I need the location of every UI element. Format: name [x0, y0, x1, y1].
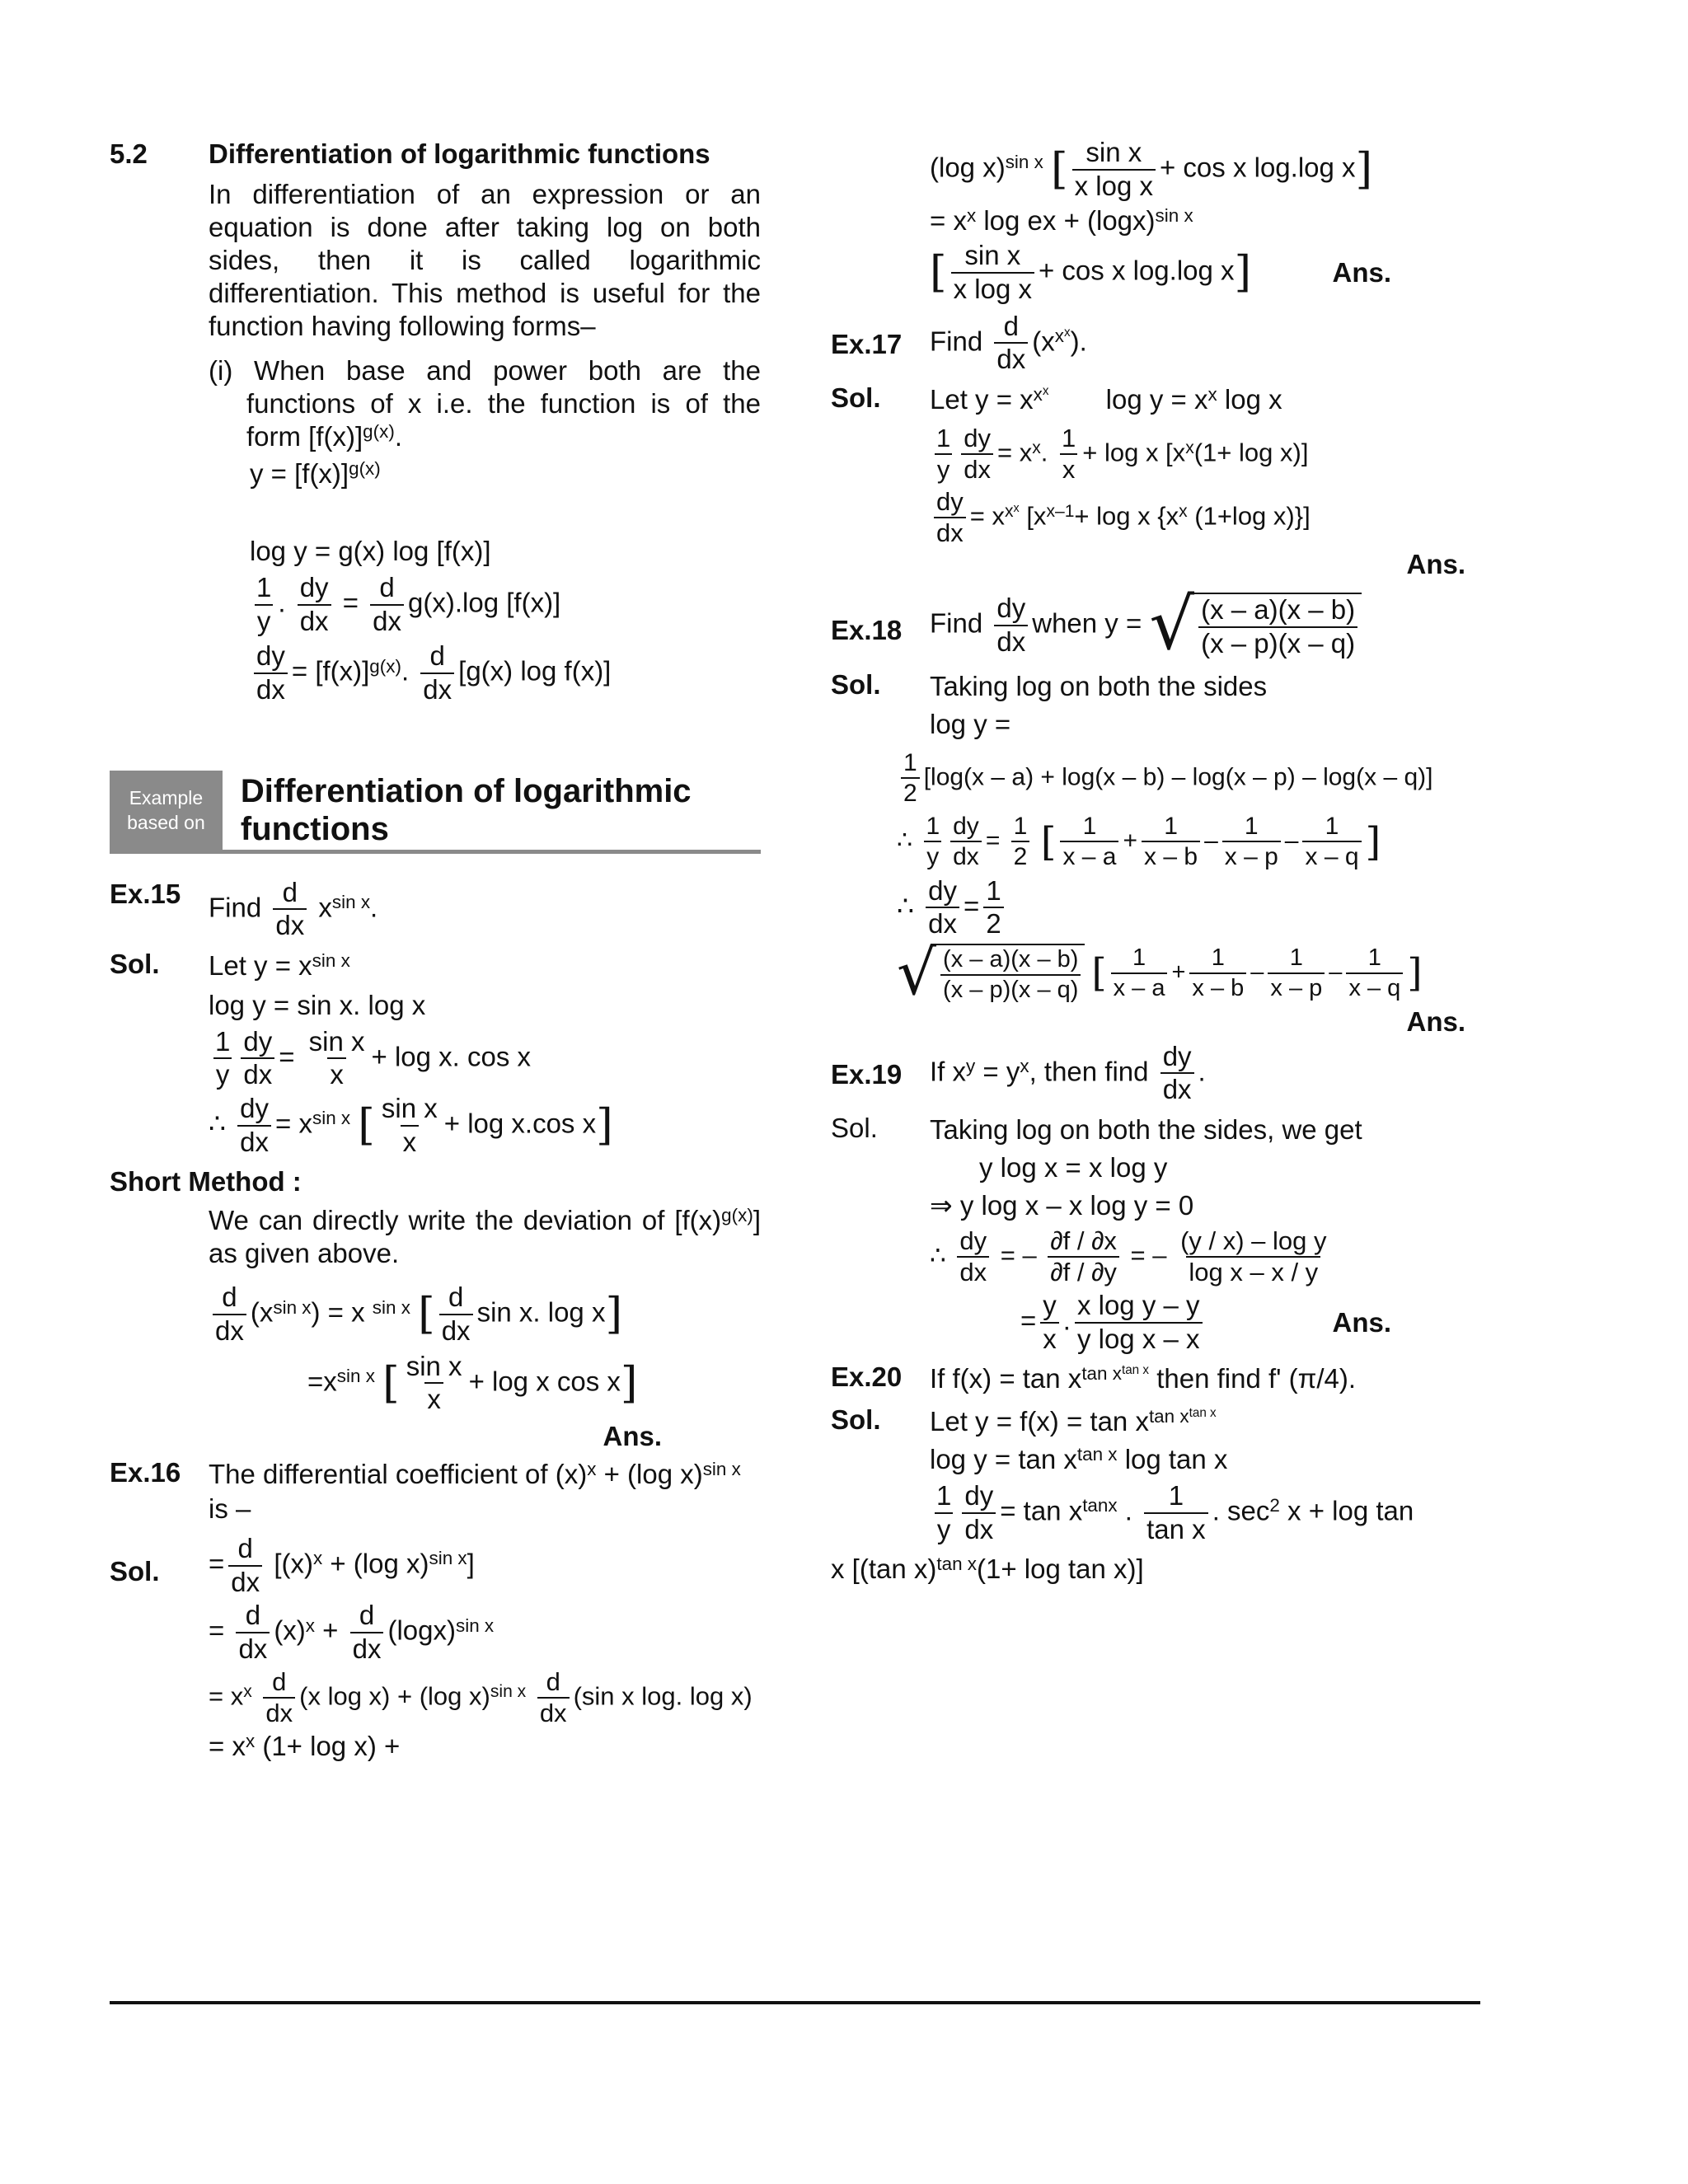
ex18-ans: Ans. [1406, 1005, 1465, 1037]
equation-4: $\frac{dy}{dx}$ = $[f(x)]^{g(x)}$. $\frac{d}{dx}$ [g(x) log f(x)] [250, 642, 761, 704]
equation-3: $\frac{1}{y}$ . $\frac{dy}{dx}$ = $\frac{d}{dx}$ g(x).log [f(x)] [250, 574, 761, 635]
ex17-solution: Sol. Let $y = x^{x^x}$ $\log y = x^x$ log x $\frac{1}{y}$ $\frac{dy}{dx}$ = $x^x$. $\frac{1}{x}$ + log x $[x^x(1+ \log x)]$ $\frac{dy}{dx}$ = $x^{x^x}$ [$x^{x-1}+ \log x$ {$x^x$ (1+log x)}] Ans. [831, 382, 1465, 580]
left-column [110, 138, 761, 1772]
equation-2: log y = g(x) log [f(x)] [250, 536, 491, 566]
short-method-eq2: $=x^{sin x}$ [ $\frac{\text{sin x}}{x}$ + log x cos x] [307, 1350, 638, 1415]
ex19-question: Ex.19 If $x^y = y^x$, then find $\frac{dy}{dx}$ . [831, 1040, 1206, 1105]
ex18-step3: $\frac{1}{2}$ [log(x – a) + log(x – b) – log(x – p) – log(x – q)] [897, 750, 1490, 807]
ex18-step4: ∴ $\frac{1}{y}$ $\frac{dy}{dx}$ = $\frac{1}{2}$ [ $\frac{1}{x - a}$ + $\frac{1}{x - b}$ – $\frac{1}{x - p}$ – $\frac{1}{x - q}$ ] [897, 812, 1381, 871]
ex18-step5: ∴ $\frac{dy}{dx}$ = $\frac{1}{2}$ [897, 877, 1490, 939]
short-method-text: We can directly write the deviation of $[f(x)^{g(x)}]$ as given above. [209, 1205, 761, 1269]
section-heading [110, 138, 761, 170]
short-method-title: Short Method : [110, 1166, 302, 1197]
ex15-question: Ex.15 Find $\frac{d}{dx}$ $x^{sin x}$. [110, 876, 378, 941]
example-banner [110, 771, 761, 854]
equation-1: $y = [f(x)]^{g(x)}$ [250, 457, 381, 489]
section-intro: In differentiation of an expression or an equation is done after taking log on both sides, then it is called logarithmic differentiation. This method is useful for the function having following forms– [209, 179, 761, 341]
section-title: Differentiation of logarithmic functions [209, 138, 710, 169]
example-tag: Example based on [110, 771, 223, 850]
short-method-ans: Ans. [603, 1420, 662, 1451]
banner-title: Differentiation of logarithmic functions [240, 772, 692, 847]
ex16-continued: (log x)$^{sin x}$ [ $\frac{\text{sin x}}{\text{x log x}}$ + cos x log.log x] = $x^x$ log ex + $(\log x)^{sin x}$ [ $\frac{\text{sin x}}{\text{x log x}}$ + cos x log.log x] Ans. [930, 137, 1391, 304]
ex20-solution: Sol. Let $y = f(x) = \tan x^{tan x^{tan x}}$ $\log y = \tan x^{tan x}$ log tan x $\frac{1}{y}$ $\frac{dy}{dx}$ = $\tan x^{tanx}$ . $\frac{1}{\text{tan x}}$ . $\sec^2 x + \log \tan$ [831, 1404, 1414, 1544]
ex20-question: Ex.20 If $f(x) = \tan x^{tan x^{tan x}}$ then find f' (π/4). [831, 1361, 1357, 1394]
ex20-last-line: x [(tan x)$^{tan x}$(1+ log tan x)] [831, 1554, 1144, 1585]
ex18-step6: √ $\frac{(x - a)(x - b)}{(x - p)(x - q)}$ [ $\frac{1}{x - a}$ + $\frac{1}{x - b}$ – $\frac{1}{x - p}$ – $\frac{1}{x - q}$ ] [897, 936, 1423, 1010]
short-method-eq1: $\frac{d}{dx}$ $(x^{sin x}) = x$ $^{sin x}$ [ $\frac{d}{dx}$ sin x. log x] [209, 1283, 761, 1345]
case-i: (i) When base and power both are the functions of x i.e. the function is of the form $[f(x)]^{g(x)}$. [209, 355, 761, 452]
ex18-solution: Sol. Taking log on both the sides log y = [831, 668, 1268, 739]
ex16-solution: Sol. = $\frac{d}{dx}$ [$(x)^x + (\log$ x)$^{sin x}$] = $\frac{d}{dx}$ $(x)^x$ + $\frac{d}{dx}$ $(\log x)^{sin x}$ = $x^x$ $\frac{d}{dx}$ (x log x) + (log x)$^{sin x}$ $\frac{d}{dx}$ (sin x log. log x) = $x^x$ (1+ log x) + [110, 1532, 753, 1761]
ex15-solution: Sol. Let $y = x^{sin x}$ log y = sin x. log x $\frac{1}{y}$ $\frac{dy}{dx}$ = $\frac{\text{sin x}}{x}$ + log x. cos x ∴ $\frac{dy}{dx}$ = $x^{sin x}$ [ $\frac{\text{sin x}}{x}$ + log x.cos x] [110, 948, 613, 1157]
ex18-question: Ex.18 Find $\frac{dy}{dx}$ when y = √ $\frac{(x - a)(x - b)}{(x - p)(x - q)}$ [831, 590, 1490, 661]
ex17-question: Ex.17 Find $\frac{d}{dx}$ $(x^{x^x})$. [831, 310, 1087, 375]
section-number: 5.2 [110, 138, 148, 169]
right-column [831, 138, 1490, 1586]
footer-rule [110, 2001, 1480, 2004]
ex19-solution: Sol. Taking log on both the sides, we get y log x = x log y ⇒ y log x – x log y = 0 ∴ $\frac{dy}{dx}$ = – $\frac{\partial f / \partial x}{\partial f / \partial y}$ = – $\frac{\text{(y / x) – log y}}{\text{log x – x / y}}$ = $\frac{y}{x}$ . $\frac{\text{x log y – y}}{\text{y log x – x}}$ Ans. [831, 1112, 1391, 1354]
ex16-question: Ex.16 The differential coefficient of $(x)^x + (\log$ x)$^{sin x}$ is – [110, 1456, 741, 1524]
